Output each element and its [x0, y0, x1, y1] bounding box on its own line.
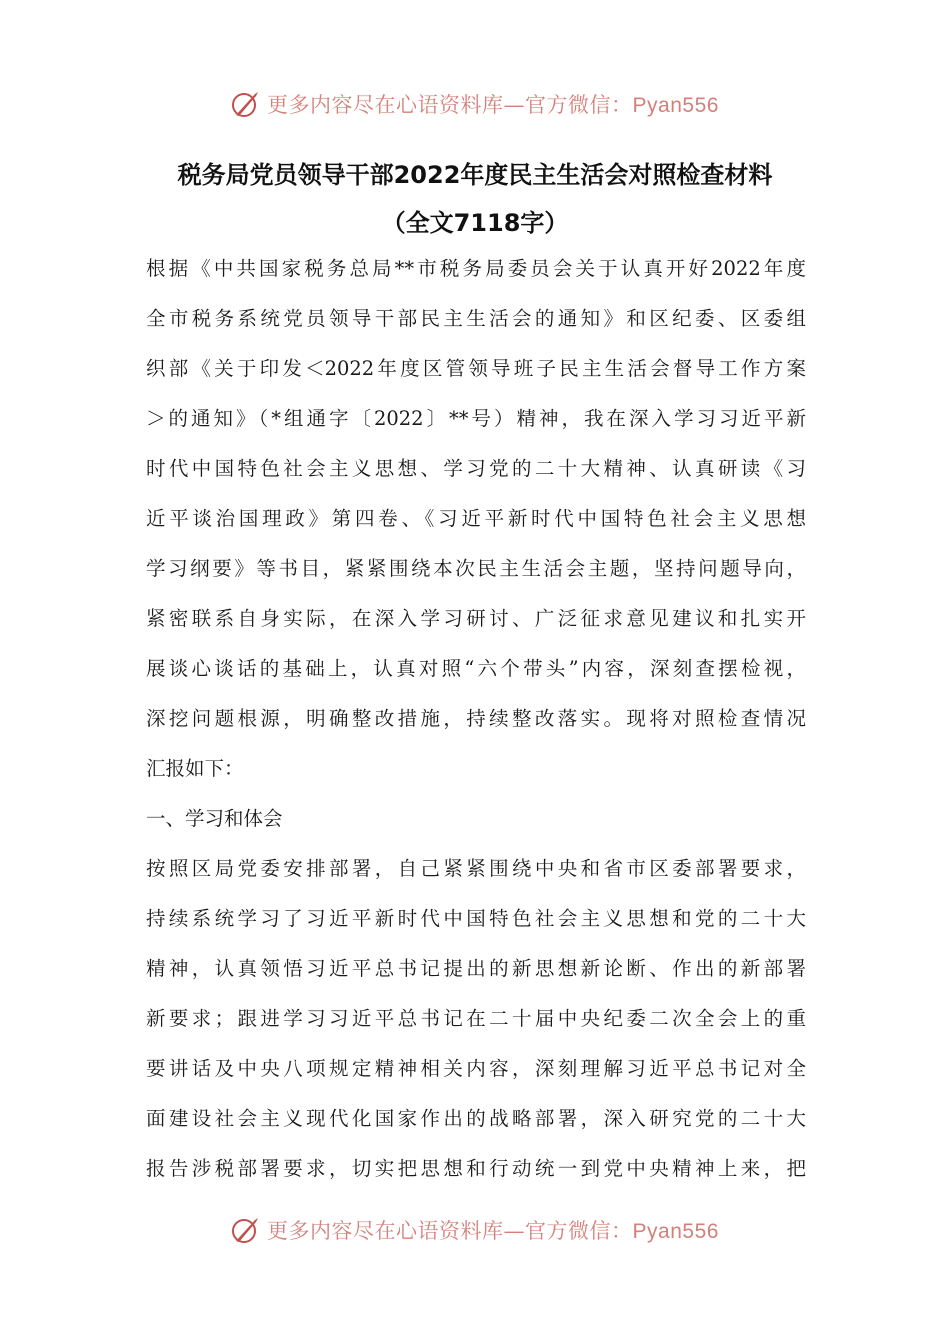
- body-line: 紧密联系自身实际，在深入学习研讨、广泛征求意见建议和扎实开: [146, 607, 806, 630]
- body-line: 面建设社会主义现代化国家作出的战略部署，深入研究党的二十大: [146, 1107, 806, 1130]
- quill-logo-icon: [231, 1215, 261, 1245]
- body-line: 报告涉税部署要求，切实把思想和行动统一到党中央精神上来，把: [146, 1157, 806, 1180]
- body-line: 持续系统学习了习近平新时代中国特色社会主义思想和党的二十大: [146, 907, 806, 930]
- watermark-banner-bottom: [0, 1210, 950, 1250]
- watermark-banner-top: [0, 84, 950, 124]
- document-title: 税务局党员领导干部2022年度民主生活会对照检查材料: [177, 161, 773, 189]
- section-heading: 一、学习和体会: [146, 807, 283, 830]
- body-line: 精神，认真领悟习近平总书记提出的新思想新论断、作出的新部署: [146, 957, 806, 980]
- quill-logo-icon: [231, 89, 261, 119]
- body-line: 学习纲要》等书目，紧紧围绕本次民主生活会主题，坚持问题导向，: [146, 557, 806, 580]
- watermark-wechat-id: Pyan556: [632, 94, 719, 117]
- body-line: 要讲话及中央八项规定精神相关内容，深刻理解习近平总书记对全: [146, 1057, 806, 1080]
- body-line: 时代中国特色社会主义思想、学习党的二十大精神、认真研读《习: [146, 457, 806, 480]
- body-line: 深挖问题根源，明确整改措施，持续整改落实。现将对照检查情况: [146, 707, 806, 730]
- body-line: 汇报如下：: [146, 757, 244, 780]
- body-line: 新要求；跟进学习习近平总书记在二十届中央纪委二次全会上的重: [146, 1007, 806, 1030]
- body-line: 根据《中共国家税务总局**市税务局委员会关于认真开好2022年度: [146, 257, 806, 280]
- document-body: [146, 244, 806, 1194]
- watermark-text: 更多内容尽在心语资料库—官方微信：Pyan556: [267, 1219, 719, 1243]
- body-line: 全市税务系统党员领导干部民主生活会的通知》和区纪委、区委组: [146, 307, 806, 330]
- body-line: 按照区局党委安排部署，自己紧紧围绕中央和省市区委部署要求，: [146, 857, 806, 880]
- watermark-text: 更多内容尽在心语资料库—官方微信：Pyan556: [267, 93, 719, 117]
- body-line: 近平谈治国理政》第四卷、《习近平新时代中国特色社会主义思想: [146, 507, 806, 530]
- body-line: 展谈心谈话的基础上，认真对照“六个带头”内容，深刻查摆检视，: [146, 657, 806, 680]
- body-line: ＞的通知》（*组通字〔2022〕**号）精神，我在深入学习习近平新: [146, 407, 806, 430]
- watermark-wechat-id: Pyan556: [632, 1220, 719, 1243]
- document-subtitle: （全文7118字）: [381, 209, 569, 237]
- body-line: 织部《关于印发＜2022年度区管领导班子民主生活会督导工作方案: [146, 357, 806, 380]
